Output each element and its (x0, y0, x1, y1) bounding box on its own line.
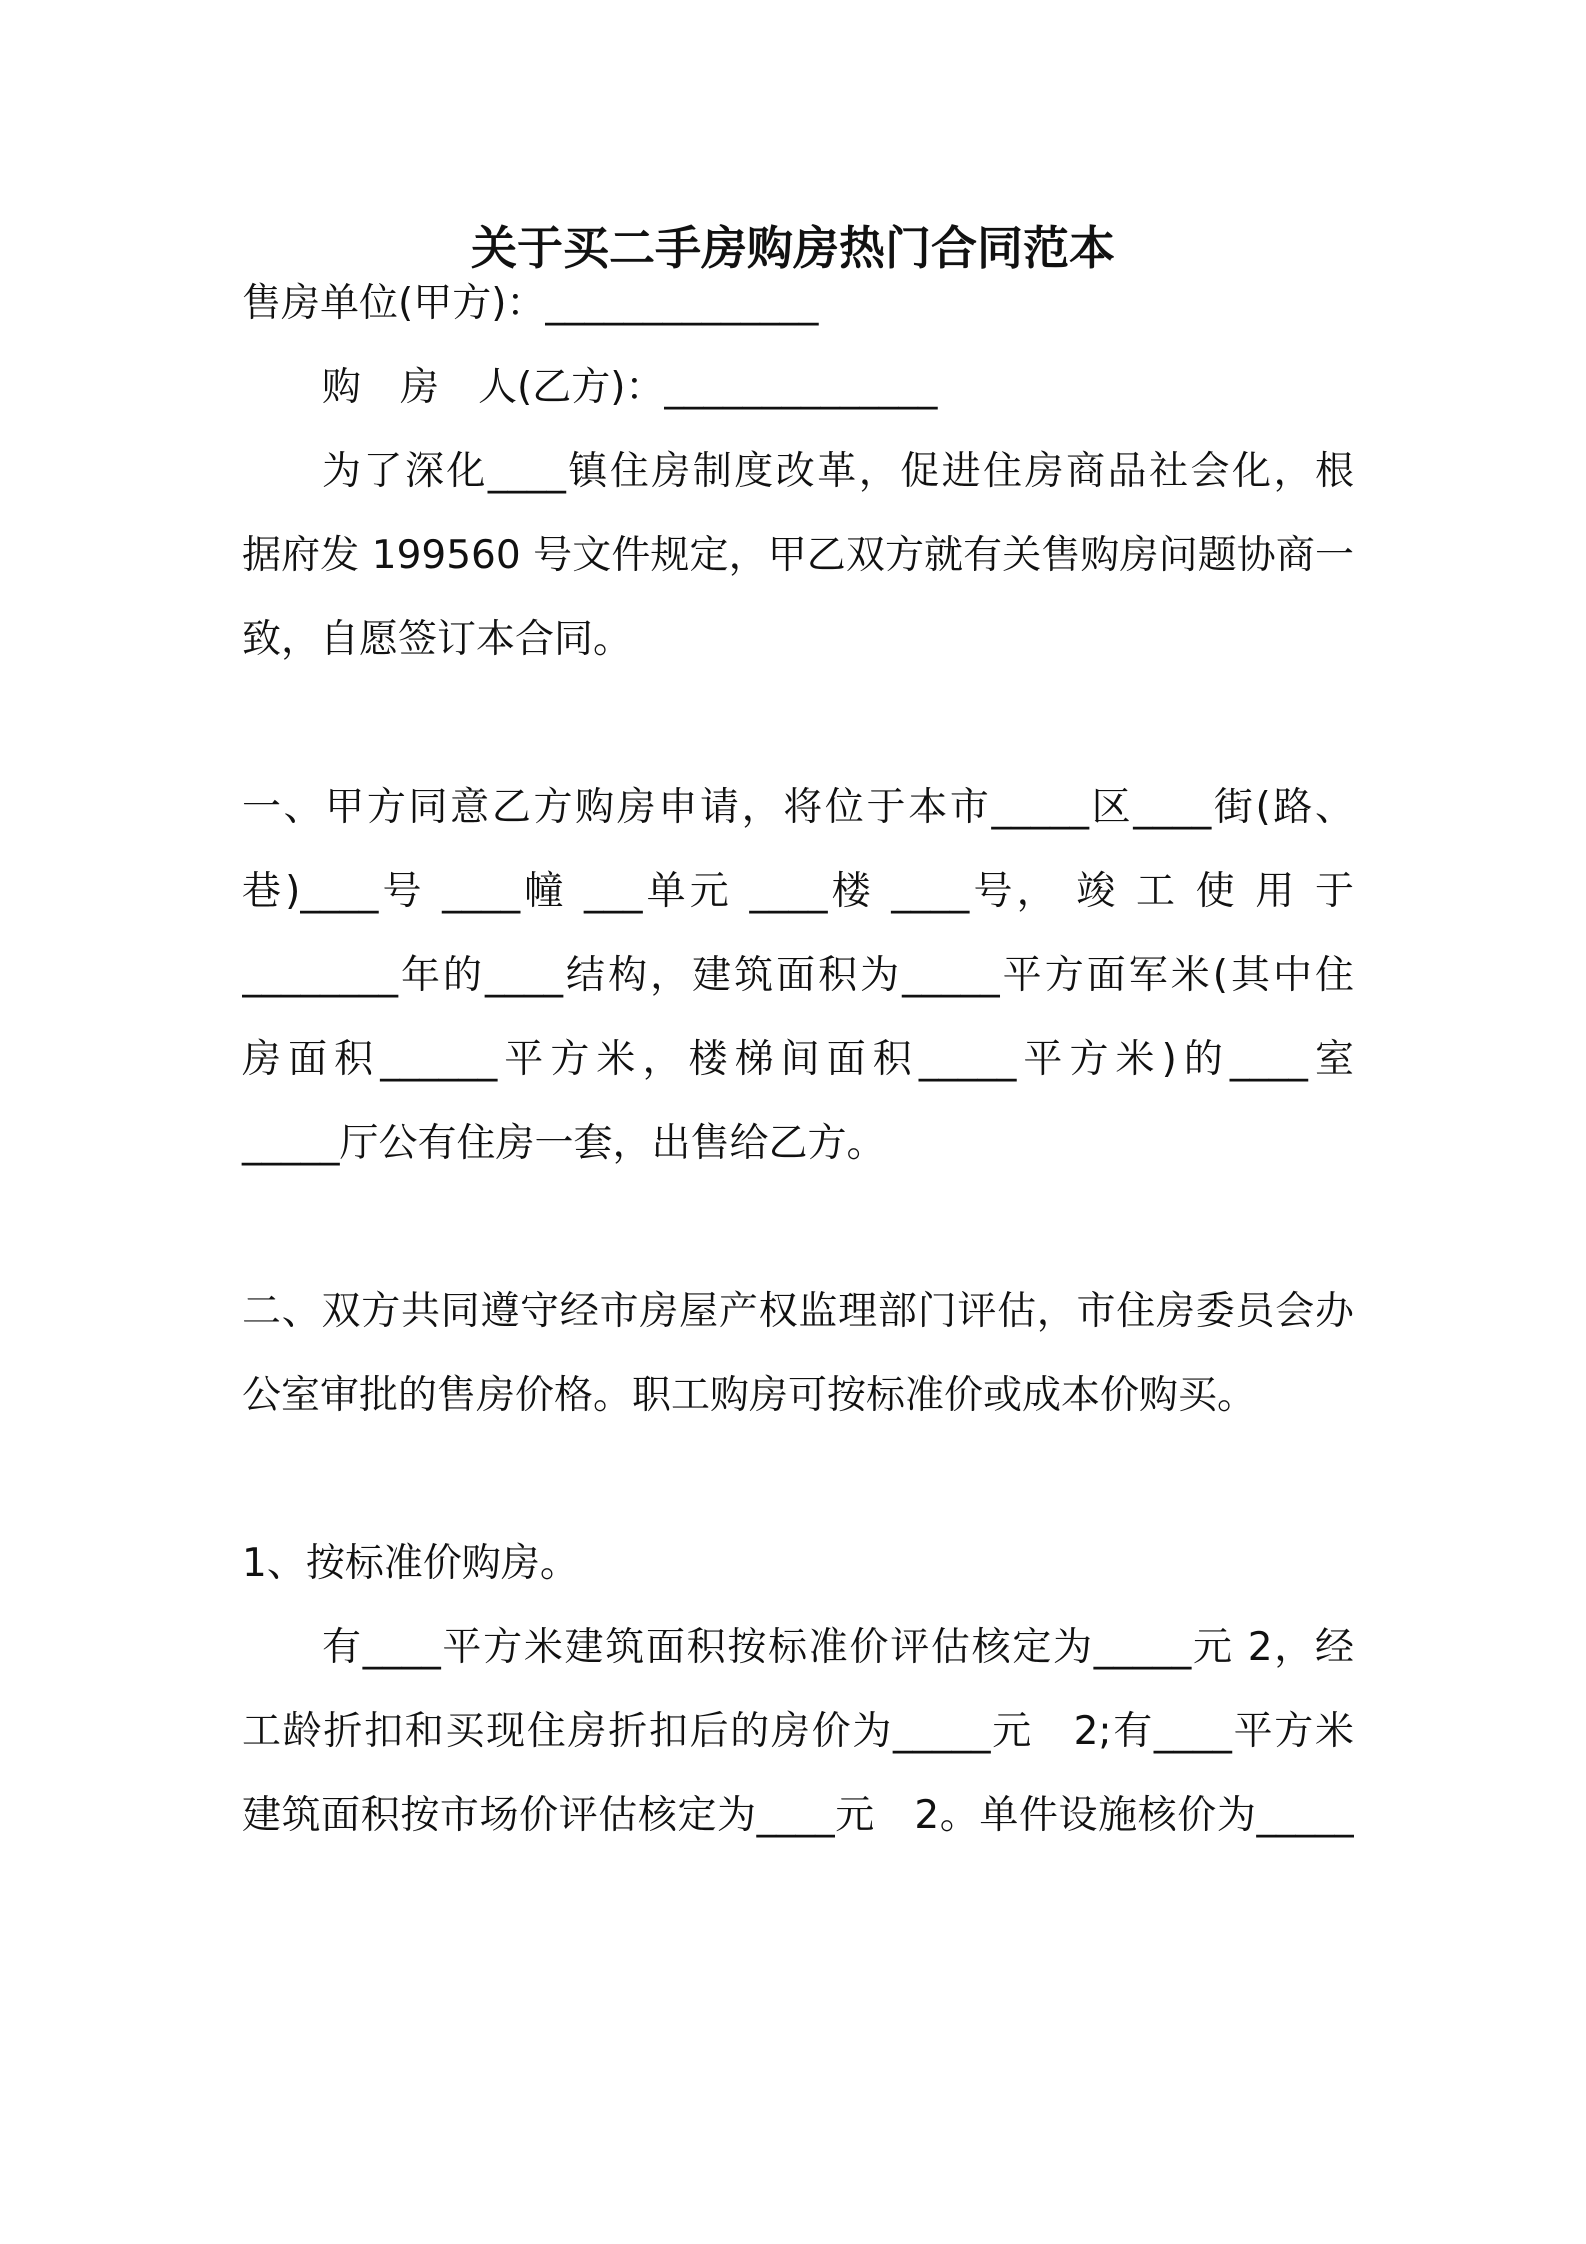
intro-line-3: 致，自愿签订本合同。 (242, 617, 633, 662)
clause1-line-3: ________年的____结构，建筑面积为_____平方面军米(其中住 (242, 953, 1354, 998)
clause1-line-1: 一、甲方同意乙方购房申请，将位于本市_____区____街(路、 (242, 785, 1354, 830)
intro-line-1: 为了深化____镇住房制度改革，促进住房商品社会化，根 (322, 449, 1354, 494)
intro-line-2: 据府发 199560 号文件规定，甲乙双方就有关售购房问题协商一 (242, 533, 1354, 578)
sub1-heading: 1、按标准价购房。 (242, 1541, 579, 1586)
clause1-line-2: 巷)____号 ____幢 ___单元 ____楼 ____号， 竣 工 使 用 于 (242, 869, 1354, 914)
clause1-line-4: 房面积______平方米，楼梯间面积_____平方米)的____室 (242, 1037, 1354, 1082)
sub1-line-3: 建筑面积按市场价评估核定为____元 2。单件设施核价为_____ (242, 1793, 1354, 1838)
clause1-line-5: _____厅公有住房一套，出售给乙方。 (242, 1121, 886, 1166)
sub1-line-1: 有____平方米建筑面积按标准价评估核定为_____元 2，经 (322, 1625, 1354, 1670)
sub1-line-2: 工龄折扣和买现住房折扣后的房价为_____元 2;有____平方米 (242, 1709, 1354, 1754)
buyer-line: 购 房 人(乙方)：______________ (322, 365, 938, 410)
clause2-line-2: 公室审批的售房价格。职工购房可按标准价或成本价购买。 (242, 1373, 1257, 1418)
seller-line: 售房单位(甲方)：______________ (242, 281, 819, 326)
document-title: 关于买二手房购房热门合同范本 (471, 221, 1115, 275)
clause2-line-1: 二、双方共同遵守经市房屋产权监理部门评估，市住房委员会办 (242, 1289, 1354, 1334)
